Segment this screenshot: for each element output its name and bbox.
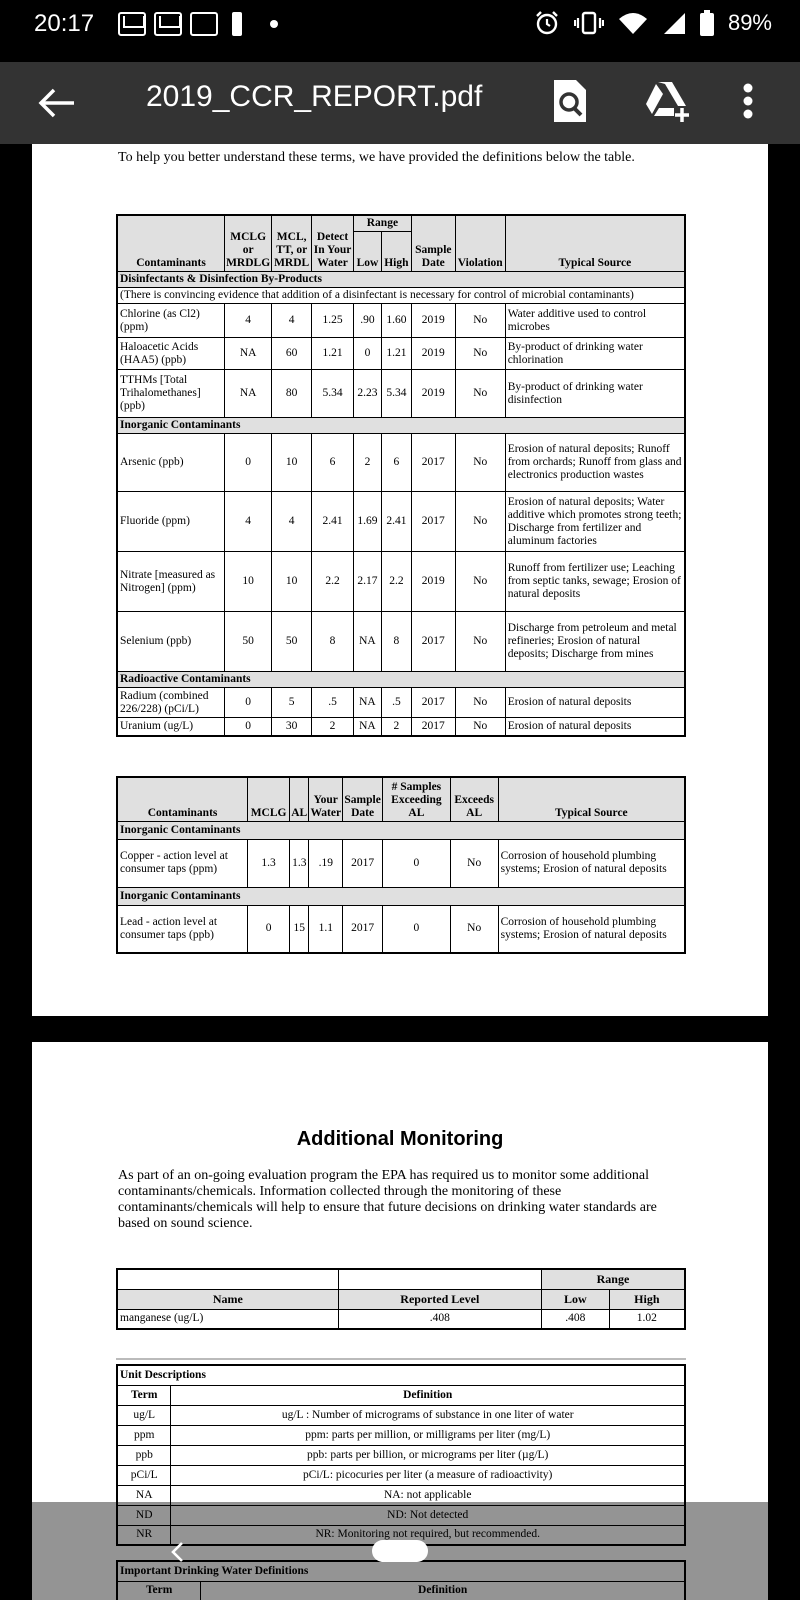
unit-definition: NR: Monitoring not required, but recommended. bbox=[171, 1525, 685, 1545]
people-icon bbox=[190, 12, 218, 36]
section-header: Disinfectants & Disinfection By-Products bbox=[117, 272, 685, 288]
typical-source-value: By-product of drinking water chlorination bbox=[505, 338, 685, 370]
contaminant-name: Radium (combined 226/228) (pCi/L) bbox=[117, 688, 225, 718]
al-value: 15 bbox=[290, 905, 309, 953]
violation-value: No bbox=[455, 492, 505, 552]
mcl-value: 50 bbox=[272, 612, 312, 672]
contaminant-name: Copper - action level at consumer taps (ppm) bbox=[117, 839, 248, 887]
table-row bbox=[117, 1425, 685, 1445]
sample-date-value: 2017 bbox=[411, 612, 455, 672]
table-row bbox=[117, 304, 685, 338]
header-samples-exceeding: # Samples Exceeding AL bbox=[383, 777, 451, 821]
unit-definition: ppb: parts per billion, or micrograms per liter (µg/L) bbox=[171, 1445, 685, 1465]
table-row bbox=[117, 1445, 685, 1465]
notification-icons bbox=[118, 12, 278, 36]
header-definition: Definition bbox=[201, 1581, 685, 1600]
blank-header bbox=[117, 1269, 338, 1289]
low-value: .408 bbox=[541, 1309, 609, 1329]
section-header: Radioactive Contaminants bbox=[117, 672, 685, 688]
header-term: Term bbox=[117, 1385, 171, 1405]
mclg-value: 1.3 bbox=[248, 839, 290, 887]
unit-definition: ND: Not detected bbox=[171, 1505, 685, 1525]
mcl-value: 60 bbox=[272, 338, 312, 370]
reported-level-value: .408 bbox=[338, 1309, 541, 1329]
header-contaminants: Contaminants bbox=[117, 777, 248, 821]
violation-value: No bbox=[455, 688, 505, 718]
status-bar bbox=[0, 0, 800, 48]
header-reported-level: Reported Level bbox=[338, 1289, 541, 1309]
unit-term: pCi/L bbox=[117, 1465, 171, 1485]
table-caption: Unit Descriptions bbox=[117, 1365, 685, 1385]
chevron-left-icon bbox=[166, 1540, 190, 1564]
table-row bbox=[117, 718, 685, 736]
section-header: Inorganic Contaminants bbox=[117, 821, 685, 839]
back-arrow-icon bbox=[36, 82, 78, 124]
header-low: Low bbox=[541, 1289, 609, 1309]
lead-copper-table bbox=[116, 776, 686, 954]
mcl-value: 5 bbox=[272, 688, 312, 718]
contaminant-name: Nitrate [measured as Nitrogen] (ppm) bbox=[117, 552, 225, 612]
header-sample-date: Sample Date bbox=[343, 777, 383, 821]
typical-source-value: Erosion of natural deposits; Runoff from orchards; Runoff from glass and electronics production wastes bbox=[505, 434, 685, 492]
table-row bbox=[117, 688, 685, 718]
header-range: Range bbox=[353, 215, 411, 232]
low-value: NA bbox=[353, 718, 381, 736]
detect-value: 1.25 bbox=[312, 304, 354, 338]
detect-value: 5.34 bbox=[312, 370, 354, 418]
unit-definition: NA: not applicable bbox=[171, 1485, 685, 1505]
table-row bbox=[117, 905, 685, 953]
battery-percent: 89% bbox=[727, 10, 772, 35]
typical-source-value: By-product of drinking water disinfection bbox=[505, 370, 685, 418]
low-value: 2.23 bbox=[353, 370, 381, 418]
high-value: 6 bbox=[381, 434, 411, 492]
nav-back-button[interactable] bbox=[166, 1540, 190, 1564]
more-options-button[interactable] bbox=[740, 78, 756, 124]
mcl-value: 10 bbox=[272, 434, 312, 492]
header-contaminants: Contaminants bbox=[117, 215, 225, 272]
app-bar bbox=[0, 62, 800, 144]
header-sample-date: Sample Date bbox=[411, 215, 455, 272]
mclg-value: 10 bbox=[225, 552, 272, 612]
exceeds-al-value: No bbox=[450, 839, 498, 887]
unit-definition: pCi/L: picocuries per liter (a measure of radioactivity) bbox=[171, 1465, 685, 1485]
add-to-drive-icon bbox=[644, 78, 692, 124]
mclg-value: 50 bbox=[225, 612, 272, 672]
sample-date-value: 2017 bbox=[343, 839, 383, 887]
contaminant-name: Chlorine (as Cl2) (ppm) bbox=[117, 304, 225, 338]
intro-text: To help you better understand these terms, we have provided the definitions below the table. bbox=[118, 150, 635, 165]
low-value: 2 bbox=[353, 434, 381, 492]
header-mcl: MCL, TT, or MRDL bbox=[272, 215, 312, 272]
low-value: 1.69 bbox=[353, 492, 381, 552]
mcl-value: 10 bbox=[272, 552, 312, 612]
additional-monitoring-table bbox=[116, 1268, 686, 1330]
table-row bbox=[117, 338, 685, 370]
sample-date-value: 2017 bbox=[411, 718, 455, 736]
system-icons bbox=[534, 10, 772, 36]
search-document-icon bbox=[552, 78, 588, 124]
table-row bbox=[117, 552, 685, 612]
sample-date-value: 2017 bbox=[411, 492, 455, 552]
table-row bbox=[117, 492, 685, 552]
header-typical-source: Typical Source bbox=[505, 215, 685, 272]
violation-value: No bbox=[455, 434, 505, 492]
detect-value: 8 bbox=[312, 612, 354, 672]
high-value: .5 bbox=[381, 688, 411, 718]
unit-definition: ug/L : Number of micrograms of substance in one liter of water bbox=[171, 1405, 685, 1425]
sample-date-value: 2017 bbox=[411, 434, 455, 492]
battery-icon bbox=[700, 10, 714, 36]
mcl-value: 4 bbox=[272, 492, 312, 552]
mclg-value: NA bbox=[225, 370, 272, 418]
add-to-drive-button[interactable] bbox=[644, 78, 692, 124]
your-water-value: .19 bbox=[309, 839, 343, 887]
table-row bbox=[117, 839, 685, 887]
table-caption: Important Drinking Water Definitions bbox=[117, 1561, 685, 1581]
unit-term: NA bbox=[117, 1485, 171, 1505]
detect-value: 2 bbox=[312, 718, 354, 736]
table-row bbox=[117, 370, 685, 418]
header-your-water: Your Water bbox=[309, 777, 343, 821]
header-detect: Detect In Your Water bbox=[312, 215, 354, 272]
mclg-value: 4 bbox=[225, 304, 272, 338]
table-row bbox=[117, 434, 685, 492]
divider bbox=[116, 1358, 686, 1360]
section-header: Inorganic Contaminants bbox=[117, 418, 685, 434]
sample-date-value: 2019 bbox=[411, 304, 455, 338]
header-name: Name bbox=[117, 1289, 338, 1309]
sample-date-value: 2019 bbox=[411, 552, 455, 612]
low-value: NA bbox=[353, 688, 381, 718]
violation-value: No bbox=[455, 552, 505, 612]
mclg-value: NA bbox=[225, 338, 272, 370]
high-value: 2.41 bbox=[381, 492, 411, 552]
typical-source-value: Erosion of natural deposits bbox=[505, 688, 685, 718]
violation-value: No bbox=[455, 338, 505, 370]
unit-term: ug/L bbox=[117, 1405, 171, 1425]
section-header: Inorganic Contaminants bbox=[117, 887, 685, 905]
high-value: 5.34 bbox=[381, 370, 411, 418]
header-exceeds-al: Exceeds AL bbox=[450, 777, 498, 821]
header-high: High bbox=[609, 1289, 685, 1309]
mail-icon bbox=[154, 12, 182, 36]
header-term: Term bbox=[117, 1581, 201, 1600]
detect-value: .5 bbox=[312, 688, 354, 718]
dot-icon bbox=[270, 20, 278, 28]
document-title: 2019_CCR_REPORT.pdf bbox=[146, 80, 483, 113]
unit-definition: ppm: parts per million, or milligrams per liter (mg/L) bbox=[171, 1425, 685, 1445]
contaminant-name: TTHMs [Total Trihalomethanes] (ppb) bbox=[117, 370, 225, 418]
monitored-name: manganese (ug/L) bbox=[117, 1309, 338, 1329]
mcl-value: 30 bbox=[272, 718, 312, 736]
contaminant-name: Haloacetic Acids (HAA5) (ppb) bbox=[117, 338, 225, 370]
header-range: Range bbox=[541, 1269, 685, 1289]
samples-exceeding-value: 0 bbox=[383, 839, 451, 887]
typical-source-value: Erosion of natural deposits bbox=[505, 718, 685, 736]
blank-header bbox=[338, 1269, 541, 1289]
high-value: 8 bbox=[381, 612, 411, 672]
header-high: High bbox=[381, 232, 411, 272]
typical-source-value: Erosion of natural deposits; Water additive which promotes strong teeth; Discharge from fertilizer and aluminum factories bbox=[505, 492, 685, 552]
typical-source-value: Corrosion of household plumbing systems; Erosion of natural deposits bbox=[498, 839, 685, 887]
mclg-value: 0 bbox=[225, 718, 272, 736]
mclg-value: 4 bbox=[225, 492, 272, 552]
typical-source-value: Water additive used to control microbes bbox=[505, 304, 685, 338]
contaminants-table bbox=[116, 214, 686, 737]
vibrate-icon bbox=[574, 10, 604, 36]
detect-value: 1.21 bbox=[312, 338, 354, 370]
unit-term: ppm bbox=[117, 1425, 171, 1445]
header-mclg: MCLG or MRDLG bbox=[225, 215, 272, 272]
header-low: Low bbox=[353, 232, 381, 272]
table-row bbox=[117, 1309, 685, 1329]
unit-term: ND bbox=[117, 1505, 171, 1525]
signal-icon bbox=[662, 11, 686, 35]
violation-value: No bbox=[455, 370, 505, 418]
battery-small-icon bbox=[232, 12, 242, 36]
mcl-value: 4 bbox=[272, 304, 312, 338]
header-typical-source: Typical Source bbox=[498, 777, 685, 821]
typical-source-value: Corrosion of household plumbing systems; Erosion of natural deposits bbox=[498, 905, 685, 953]
mail-icon bbox=[118, 12, 146, 36]
violation-value: No bbox=[455, 718, 505, 736]
table-row bbox=[117, 1405, 685, 1425]
mcl-value: 80 bbox=[272, 370, 312, 418]
more-vert-icon bbox=[740, 78, 756, 124]
high-value: 1.02 bbox=[609, 1309, 685, 1329]
table-row bbox=[117, 1465, 685, 1485]
status-time: 20:17 bbox=[34, 10, 95, 37]
low-value: 0 bbox=[353, 338, 381, 370]
alarm-icon bbox=[534, 10, 560, 36]
header-mclg: MCLG bbox=[248, 777, 290, 821]
contaminant-name: Arsenic (ppb) bbox=[117, 434, 225, 492]
unit-term: NR bbox=[117, 1525, 171, 1545]
contaminant-name: Selenium (ppb) bbox=[117, 612, 225, 672]
unit-term: ppb bbox=[117, 1445, 171, 1465]
high-value: 1.21 bbox=[381, 338, 411, 370]
detect-value: 2.2 bbox=[312, 552, 354, 612]
section-title: Additional Monitoring bbox=[296, 1128, 504, 1150]
wifi-icon bbox=[618, 11, 648, 35]
exceeds-al-value: No bbox=[450, 905, 498, 953]
contaminant-name: Fluoride (ppm) bbox=[117, 492, 225, 552]
sample-date-value: 2017 bbox=[343, 905, 383, 953]
contaminant-name: Uranium (ug/L) bbox=[117, 718, 225, 736]
low-value: NA bbox=[353, 612, 381, 672]
section-note: (There is convincing evidence that addition of a disinfectant is necessary for control of microbial contaminants) bbox=[117, 288, 685, 304]
back-button[interactable] bbox=[36, 82, 78, 124]
table-row bbox=[117, 612, 685, 672]
typical-source-value: Discharge from petroleum and metal refineries; Erosion of natural deposits; Discharge from mines bbox=[505, 612, 685, 672]
header-violation: Violation bbox=[455, 215, 505, 272]
typical-source-value: Runoff from fertilizer use; Leaching from septic tanks, sewage; Erosion of natural deposits bbox=[505, 552, 685, 612]
detect-value: 2.41 bbox=[312, 492, 354, 552]
violation-value: No bbox=[455, 612, 505, 672]
header-al: AL bbox=[290, 777, 309, 821]
search-document-button[interactable] bbox=[552, 78, 588, 124]
al-value: 1.3 bbox=[290, 839, 309, 887]
header-definition: Definition bbox=[171, 1385, 685, 1405]
home-pill-button[interactable] bbox=[372, 1540, 428, 1562]
mclg-value: 0 bbox=[225, 434, 272, 492]
violation-value: No bbox=[455, 304, 505, 338]
high-value: 2.2 bbox=[381, 552, 411, 612]
contaminant-name: Lead - action level at consumer taps (ppb) bbox=[117, 905, 248, 953]
low-value: .90 bbox=[353, 304, 381, 338]
sample-date-value: 2017 bbox=[411, 688, 455, 718]
high-value: 2 bbox=[381, 718, 411, 736]
high-value: 1.60 bbox=[381, 304, 411, 338]
low-value: 2.17 bbox=[353, 552, 381, 612]
section-description: As part of an on-going evaluation program the EPA has required us to monitor some additional contaminants/chemicals. Information collected through the monitoring of these contaminants/chemicals will help to ensure that future decisions on drinking water standards are based on sound science. bbox=[118, 1168, 657, 1231]
samples-exceeding-value: 0 bbox=[383, 905, 451, 953]
sample-date-value: 2019 bbox=[411, 338, 455, 370]
detect-value: 6 bbox=[312, 434, 354, 492]
mclg-value: 0 bbox=[248, 905, 290, 953]
sample-date-value: 2019 bbox=[411, 370, 455, 418]
your-water-value: 1.1 bbox=[309, 905, 343, 953]
mclg-value: 0 bbox=[225, 688, 272, 718]
pdf-page-1 bbox=[32, 144, 768, 1016]
